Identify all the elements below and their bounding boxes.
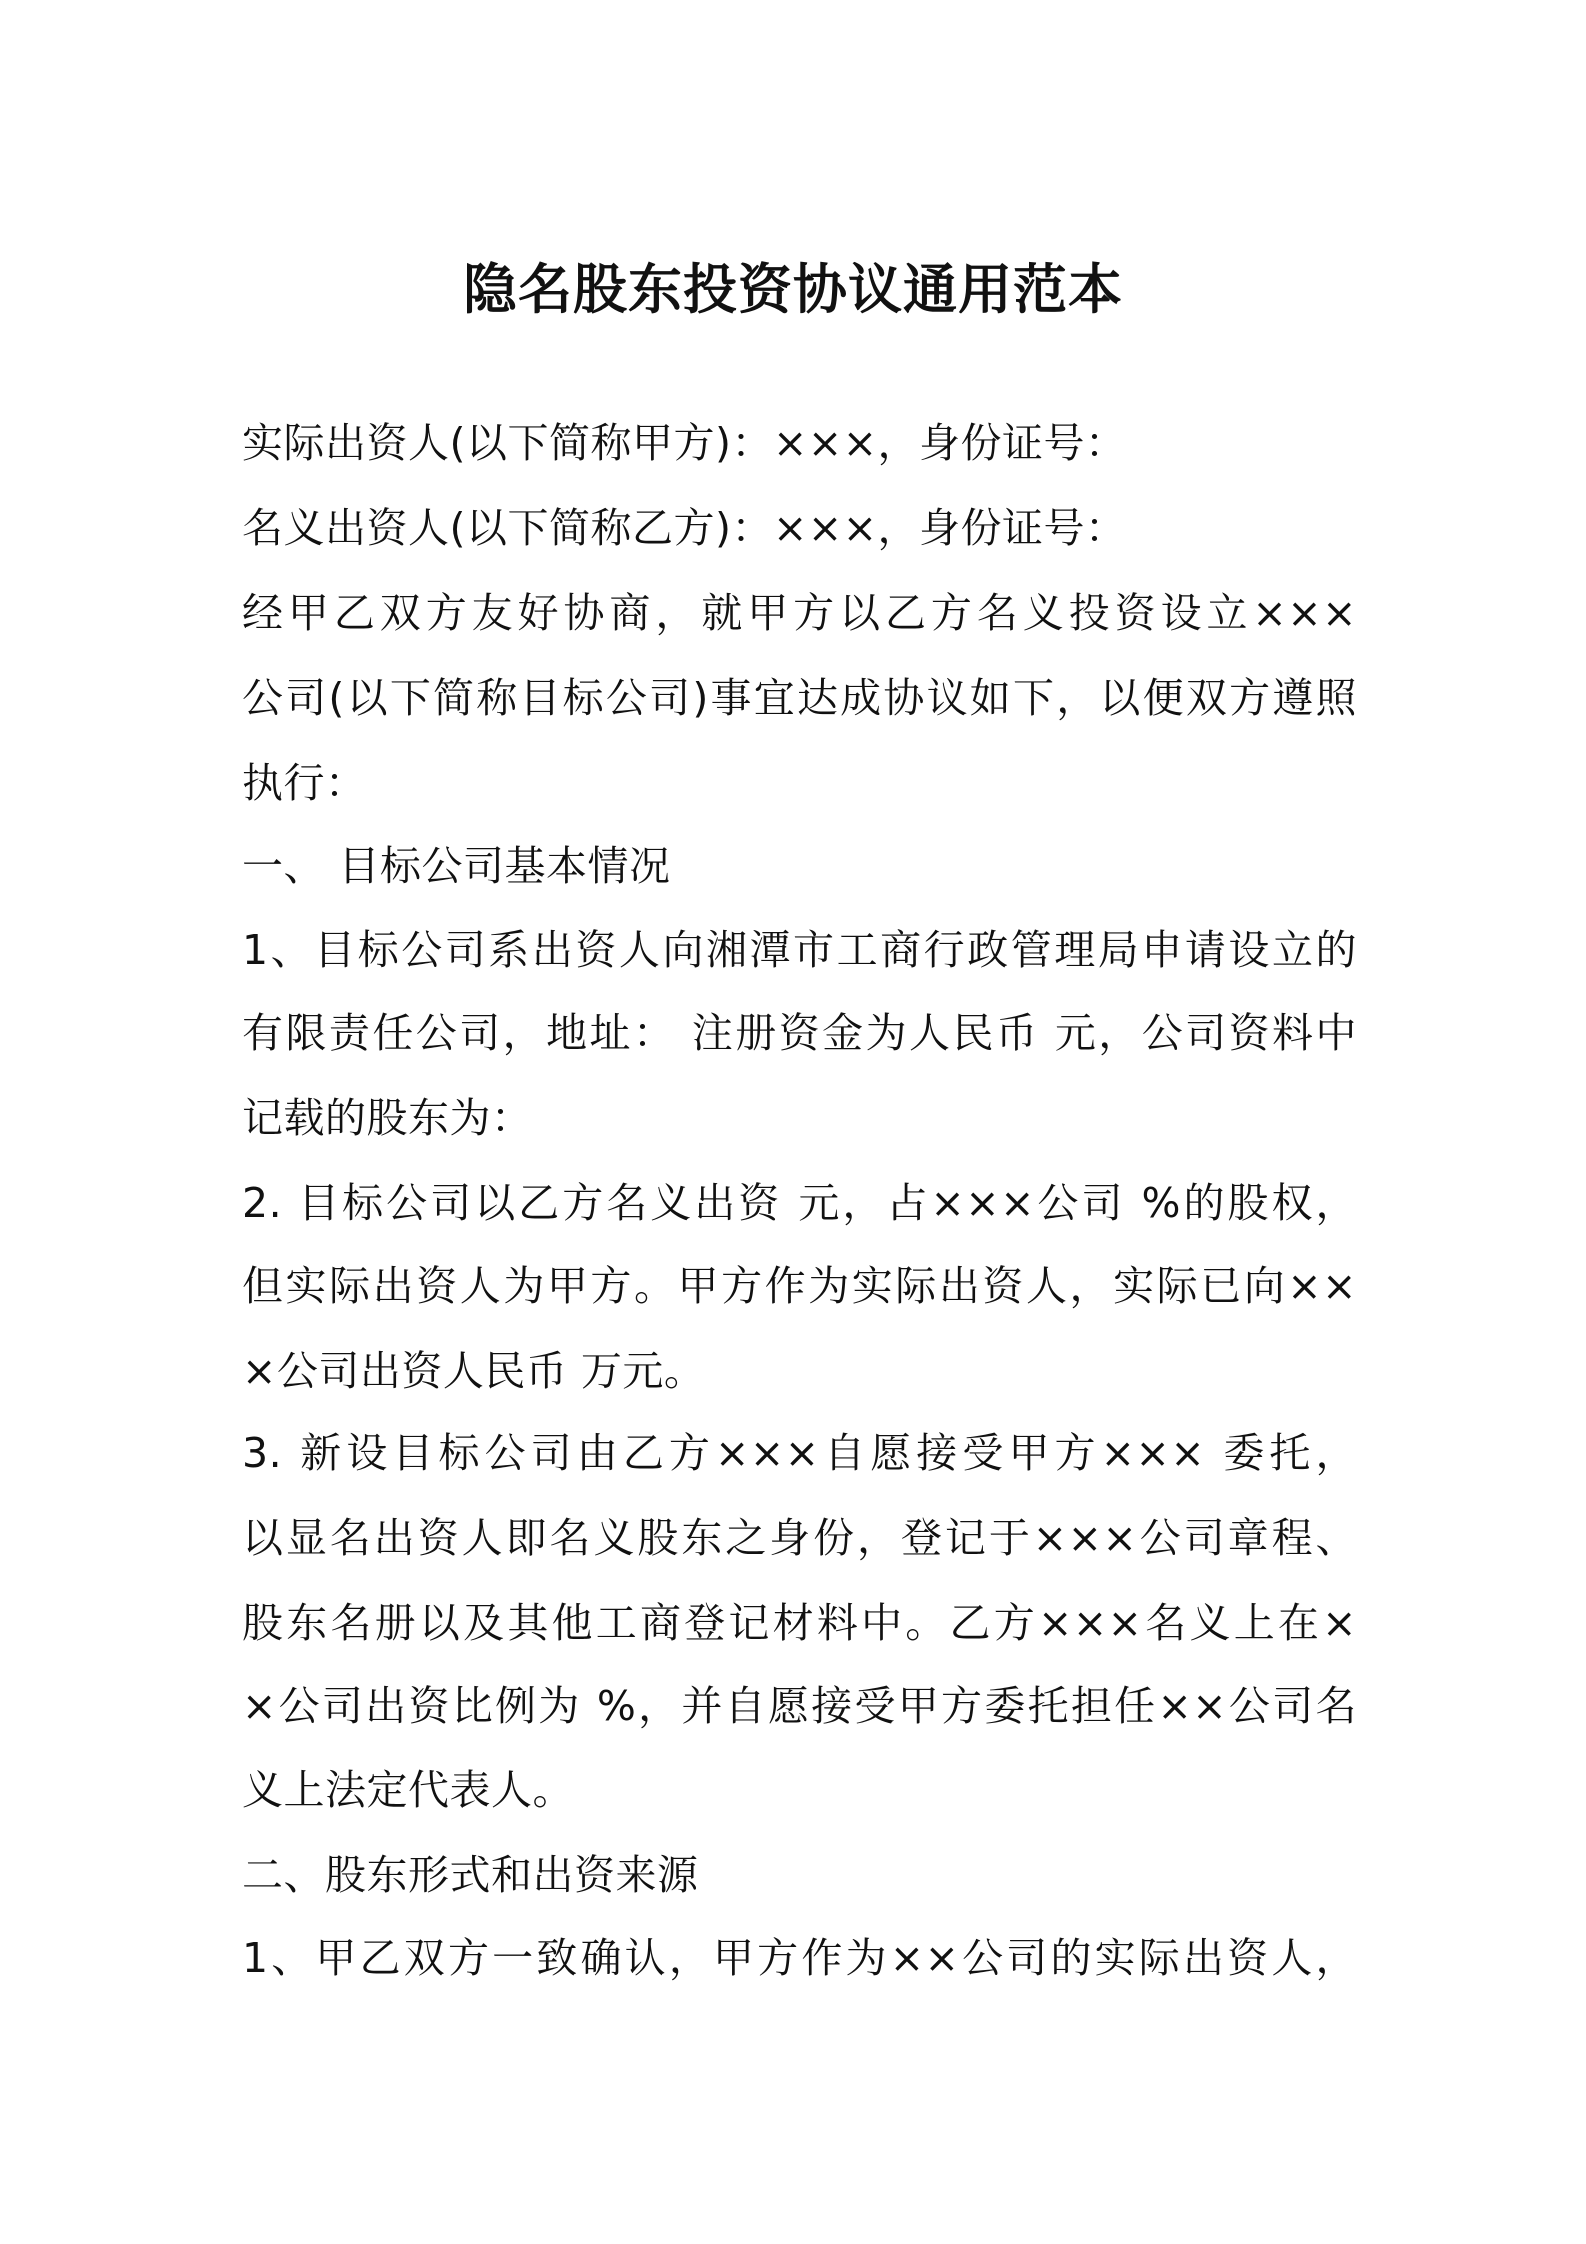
preamble-line-3: 执行： (242, 759, 367, 807)
clause-1-1-line-2: 有限责任公司，地址： 注册资金为人民币 元，公司资料中 (242, 1009, 1357, 1057)
party-b-line: 名义出资人(以下简称乙方)：×××，身份证号： (242, 504, 1127, 552)
clause-1-2-line-3: ×公司出资人民币 万元。 (242, 1347, 706, 1395)
section-heading-2: 二、股东形式和出资来源 (242, 1851, 699, 1899)
section-heading-1: 一、 目标公司基本情况 (242, 842, 671, 890)
party-a-line: 实际出资人(以下简称甲方)：×××，身份证号： (242, 419, 1127, 467)
clause-1-3-line-3: 股东名册以及其他工商登记材料中。乙方×××名义上在× (242, 1599, 1357, 1647)
preamble-line-2: 公司(以下简称目标公司)事宜达成协议如下，以便双方遵照 (242, 674, 1357, 722)
clause-1-2-line-2: 但实际出资人为甲方。甲方作为实际出资人，实际已向×× (242, 1262, 1357, 1310)
clause-1-1-line-1: 1、目标公司系出资人向湘潭市工商行政管理局申请设立的 (242, 926, 1357, 974)
preamble-line-1: 经甲乙双方友好协商，就甲方以乙方名义投资设立××× (242, 589, 1357, 637)
clause-2-1-line-1: 1、甲乙双方一致确认，甲方作为××公司的实际出资人， (242, 1934, 1357, 1982)
document-title: 隐名股东投资协议通用范本 (463, 258, 1123, 321)
clause-1-3-line-1: 3. 新设目标公司由乙方×××自愿接受甲方××× 委托， (242, 1429, 1357, 1477)
clause-1-1-line-3: 记载的股东为： (242, 1094, 533, 1142)
clause-1-3-line-4: ×公司出资比例为 %，并自愿接受甲方委托担任××公司名 (242, 1682, 1357, 1730)
clause-1-2-line-1: 2. 目标公司以乙方名义出资 元，占×××公司 %的股权， (242, 1179, 1357, 1227)
clause-1-3-line-5: 义上法定代表人。 (242, 1766, 574, 1814)
clause-1-3-line-2: 以显名出资人即名义股东之身份，登记于×××公司章程、 (242, 1514, 1357, 1562)
